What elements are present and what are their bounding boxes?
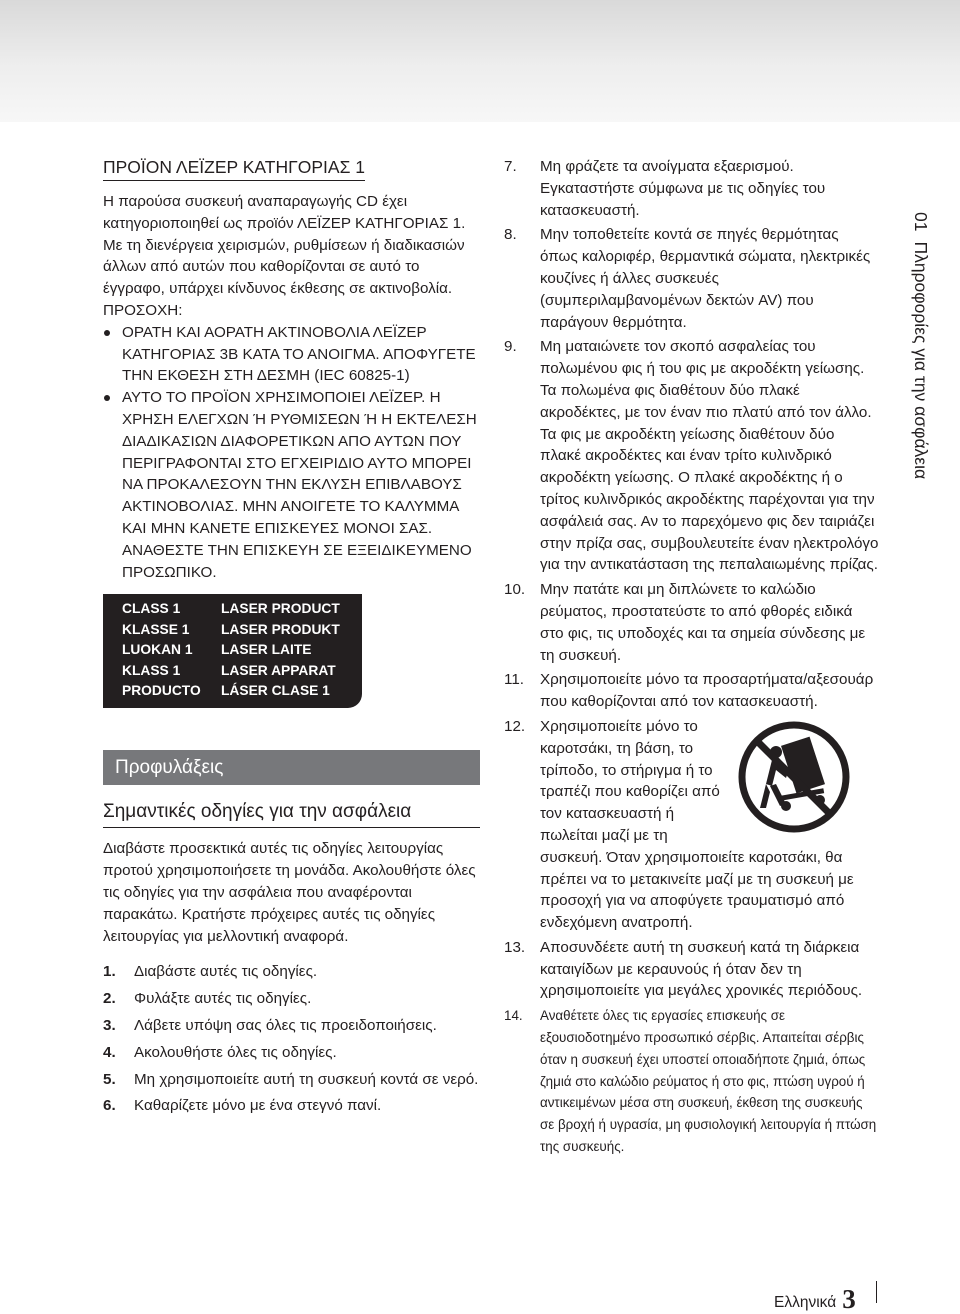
footer-language: Ελληνικά [774, 1294, 837, 1311]
chapter-side-tab-text [909, 212, 933, 479]
laser-label-row [122, 640, 362, 661]
section-subtitle: Σημαντικές οδηγίες για την ασφάλεια [103, 800, 480, 828]
item-text: Ακολουθήστε όλες τις οδηγίες. [134, 1043, 337, 1061]
laser-class-label [103, 594, 362, 708]
item-number: 2. [103, 990, 116, 1008]
cart-wrap-zone [540, 716, 879, 847]
laser-label-product: LASER PRODUKT [221, 621, 340, 637]
item-number: 4. [103, 1043, 116, 1061]
item-text: Μη φράζετε τα ανοίγματα εξαερισμού. Εγκαταστήστε σύμφωνα με τις οδηγίες του κατασκευαστή. [540, 158, 826, 219]
chapter-number: 01 [911, 212, 931, 232]
section-banner: Προφυλάξεις [103, 750, 480, 785]
item-text: Φυλάξτε αυτές τις οδηγίες. [134, 990, 312, 1008]
laser-label-product: LÁSER CLASE 1 [221, 683, 330, 699]
item-number: 6. [103, 1097, 116, 1115]
chapter-label: Πληροφορίες για την ασφάλεια [911, 241, 931, 480]
item-number: 3. [103, 1016, 116, 1034]
item-number: 13. [504, 938, 526, 956]
laser-label-row [122, 620, 362, 641]
item-number: 7. [504, 158, 517, 175]
list-item [103, 1095, 483, 1117]
list-item [103, 1042, 483, 1064]
class1-text: Η παρούσα συσκευή αναπαραγωγής CD έχει κατηγοριοποιηθεί ως προϊόν ΛΕΪΖΕΡ ΚΑΤΗΓΟΡΙΑΣ 1. Με τη διενέργεια χειρισμών, ρυθμίσεων ή διαδικασιών άλλων από αυτών που καθορίζονται σε αυτό το έγγραφο, υπάρχει κίνδυνος έκθεσης σε ακτινοβολία. [103, 193, 466, 298]
laser-label-row [122, 681, 362, 702]
left-column [103, 156, 483, 1122]
list-item [103, 1069, 483, 1091]
item-number: 5. [103, 1070, 116, 1088]
item-text: Χρησιμοποιείτε μόνο τα προσαρτήματα/αξεσουάρ που καθορίζονται από τον κατασκευαστή. [540, 671, 874, 711]
footer-divider [876, 1281, 877, 1303]
instructions-list-continued [504, 156, 879, 1158]
laser-label-row [122, 599, 362, 620]
laser-label-class: LUOKAN 1 [122, 642, 193, 658]
item-text: Χρησιμοποιείτε μόνο το καροτσάκι, τη βάση, το τρίποδο, το στήριγμα ή το τραπέζι που καθορίζει από τον κατασκευαστή ή πωλείται μαζί με τη [540, 717, 720, 844]
cart-tip-over-warning-icon [736, 720, 856, 834]
list-item [103, 1015, 483, 1037]
item-text: Λάβετε υπόψη σας όλες τις προειδοποιήσεις. [134, 1016, 437, 1034]
caution-label: ΠΡΟΣΟΧΗ: [103, 301, 183, 319]
list-item [504, 336, 879, 576]
laser-label-class: PRODUCTO [122, 683, 201, 699]
item-text: Διαβάστε αυτές τις οδηγίες. [134, 963, 318, 981]
list-item [504, 937, 879, 1002]
header-band [0, 0, 960, 122]
chapter-side-tab [882, 212, 960, 542]
list-item [504, 579, 879, 666]
class1-title: ΠΡΟΪΟΝ ΛΕΪΖΕΡ ΚΑΤΗΓΟΡΙΑΣ 1 [103, 156, 365, 181]
caution-item: ΟΡΑΤΗ ΚΑΙ ΑΟΡΑΤΗ ΑΚΤΙΝΟΒΟΛΙΑ ΛΕΪΖΕΡ ΚΑΤΗΓΟΡΙΑΣ 3Β ΚΑΤΑ ΤΟ ΑΝΟΙΓΜΑ. ΑΠΟΦΥΓΕΤΕ ΤΗΝ ΕΚΘΕΣΗ ΣΤΗ ΔΕΣΜΗ (IEC 60825-1) [103, 322, 483, 387]
item-number: 9. [504, 338, 517, 356]
laser-label-product: LASER PRODUCT [221, 601, 340, 617]
caution-item: ΑΥΤΟ ΤΟ ΠΡΟΪΟΝ ΧΡΗΣΙΜΟΠΟΙΕΙ ΛΕΪΖΕΡ. Η ΧΡΗΣΗ ΕΛΕΓΧΩΝ Ή ΡΥΘΜΙΣΕΩΝ Ή Η ΕΚΤΕΛΕΣΗ ΔΙΑΔΙΚΑΣΙΩΝ ΔΙΑΦΟΡΕΤΙΚΩΝ ΑΠΟ ΑΥΤΩΝ ΠΟΥ ΠΕΡΙΓΡΑΦΟΝΤΑΙ ΣΤΟ ΕΓΧΕΙΡΙΔΙΟ ΑΥΤΟ ΜΠΟΡΕΙ ΝΑ ΠΡΟΚΑΛΕΣΟΥΝ ΤΗΝ ΕΚΛΥΣΗ ΕΠΙΒΛΑΒΟΥΣ ΑΚΤΙΝΟΒΟΛΙΑΣ. ΜΗΝ ΑΝΟΙΓΕΤΕ ΤΟ ΚΑΛΥΜΜΑ ΚΑΙ ΜΗΝ ΚΑΝΕΤΕ ΕΠΙΣΚΕΥΕΣ ΜΟΝΟΙ ΣΑΣ. ΑΝΑΘΕΣΤΕ ΤΗΝ ΕΠΙΣΚΕΥΗ ΣΕ ΕΞΕΙΔΙΚΕΥΜΕΝΟ ΠΡΟΣΩΠΙΚΟ. [103, 387, 483, 583]
laser-label-product: LASER APPARAT [221, 662, 336, 678]
list-item [103, 961, 483, 983]
item-text-continued: συσκευή. Όταν χρησιμοποιείτε καροτσάκι, θα πρέπει να το μετακινείτε μαζί με τη συσκευή με προσοχή για να αποφύγετε τραυματισμό από ενδεχόμενη ανατροπή. [540, 848, 854, 932]
list-item [103, 988, 483, 1010]
item-text: Μη ματαιώνετε τον σκοπό ασφαλείας του πολωμένου φις ή του φις με ακροδέκτη γείωσης. Τα πολωμένα φις διαθέτουν δύο πλακέ ακροδέκτες, με τον έναν πιο πλατύ από τον άλλο. Τα φις με ακροδέκτη γείωσης διαθέτουν δύο πλακέ ακροδέκτες και έναν τρίτο κυλινδρικό ακροδέκτη γείωσης. Ο πλακέ ακροδέκτης ή ο τρίτος κυλινδρικός ακροδέκτης παρέχονται για την ασφάλειά σας. Αν το παρεχόμενο φις δεν ταιριάζει στην πρίζα σας, συμβουλευτείτε έναν ηλεκτρολόγο για την αντικατάσταση της πεπαλαιωμένης πρίζας. [540, 338, 879, 574]
item-text: Καθαρίζετε μόνο με ένα στεγνό πανί. [134, 1097, 382, 1115]
list-item [504, 1005, 879, 1158]
list-item [504, 224, 879, 333]
item-text: Μην τοποθετείτε κοντά σε πηγές θερμότητας όπως καλοριφέρ, θερμαντικά σώματα, ηλεκτρικές κουζίνες ή άλλες συσκευές (συμπεριλαμβανομένων δεκτών AV) που παράγουν θερμότητα. [540, 226, 871, 331]
page-footer [774, 1281, 884, 1313]
item-number: 8. [504, 226, 517, 244]
instructions-list [103, 961, 483, 1117]
list-item [504, 669, 879, 713]
laser-label-product: LASER LAITE [221, 642, 312, 658]
list-item [504, 716, 879, 934]
item-number: 14. [504, 1008, 523, 1024]
item-number: 1. [103, 963, 116, 981]
item-text: Αποσυνδέετε αυτή τη συσκευή κατά τη διάρκεια καταιγίδων με κεραυνούς ή όταν δεν τη χρησιμοποιείτε για μεγάλες χρονικές περιόδους. [540, 938, 863, 1000]
laser-label-class: KLASS 1 [122, 662, 181, 678]
laser-label-row [122, 661, 362, 682]
item-number: 12. [504, 717, 526, 735]
laser-label-class: CLASS 1 [122, 601, 181, 617]
laser-label-class: KLASSE 1 [122, 621, 190, 637]
caution-list [103, 322, 483, 584]
item-text: Μην πατάτε και μη διπλώνετε το καλώδιο ρεύματος, προστατεύστε το από φθορές ειδικά στο φις, τις υποδοχές και τα σημεία σύνδεσης με τη συσκευή. [540, 581, 866, 664]
list-item [504, 156, 879, 221]
page-number: 3 [842, 1284, 856, 1314]
intro-text: Διαβάστε προσεκτικά αυτές τις οδηγίες λειτουργίας προτού χρησιμοποιήσετε τη μονάδα. Ακολουθήστε όλες τις οδηγίες για την ασφάλεια που αναφέρονται παρακάτω. Κρατήστε πρόχειρες αυτές τις οδηγίες λειτουργίας για μελλοντική αναφορά. [103, 840, 476, 945]
item-text: Αναθέτετε όλες τις εργασίες επισκευής σε εξουσιοδοτημένο προσωπικό σέρβις. Απαιτείται σέρβις όταν η συσκευή έχει υποστεί οποιαδήποτε ζημιά, όπως ζημιά στο καλώδιο ρεύματος ή στο φις, πτώση υγρού ή αντικειμένων μέσα στη συσκευή, έκθεση της συσκευής σε βροχή ή υγρασία, μη φυσιολογική λειτουργία ή πτώση της συσκευής. [540, 1008, 877, 1155]
item-number: 11. [504, 671, 524, 689]
right-column [504, 156, 879, 1161]
item-text: Μη χρησιμοποιείτε αυτή τη συσκευή κοντά σε νερό. [134, 1070, 479, 1088]
item-number: 10. [504, 581, 526, 599]
